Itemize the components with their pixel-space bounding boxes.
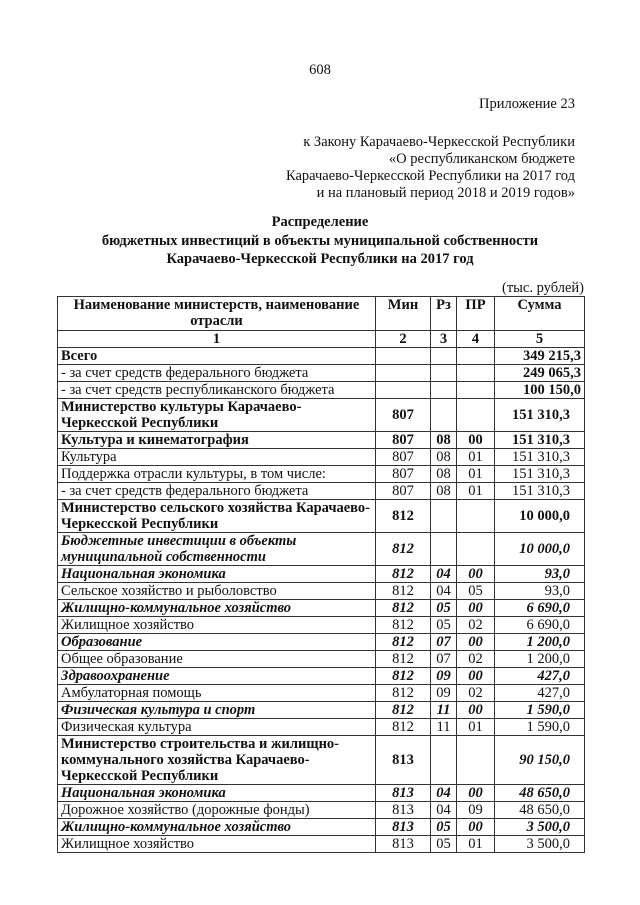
- cell-rz: 11: [431, 719, 457, 736]
- cell-sum: 6 690,0: [495, 617, 585, 634]
- table-row: [58, 466, 585, 483]
- cell-sum: 427,0: [495, 685, 585, 702]
- cell-name: - за счет средств республиканского бюджета: [58, 382, 376, 399]
- cell-pr: 01: [457, 719, 495, 736]
- cell-name: Культура и кинематография: [58, 432, 376, 449]
- cell-name: Жилищно-коммунальное хозяйство: [58, 819, 376, 836]
- col-number: 2: [376, 331, 431, 348]
- cell-min: [376, 382, 431, 399]
- cell-rz: 05: [431, 617, 457, 634]
- cell-rz: 11: [431, 702, 457, 719]
- table-row: [58, 634, 585, 651]
- col-number: 3: [431, 331, 457, 348]
- title-line: Карачаево-Черкесской Республики на 2017 год: [166, 251, 474, 267]
- table-row: [58, 719, 585, 736]
- cell-sum: 349 215,3: [495, 348, 585, 365]
- cell-min: 813: [376, 802, 431, 819]
- cell-sum: 3 500,0: [495, 836, 585, 853]
- document-title: [0, 213, 640, 269]
- cell-sum: 90 150,0: [495, 736, 585, 785]
- column-number-row: [58, 331, 585, 348]
- table-row: [58, 449, 585, 466]
- table-row: [58, 617, 585, 634]
- investment-table: [57, 296, 585, 853]
- cell-min: 812: [376, 634, 431, 651]
- cell-rz: 05: [431, 600, 457, 617]
- cell-sum: 48 650,0: [495, 785, 585, 802]
- cell-pr: 01: [457, 836, 495, 853]
- table-row: [58, 365, 585, 382]
- table-row: [58, 566, 585, 583]
- cell-name: Всего: [58, 348, 376, 365]
- cell-sum: 249 065,3: [495, 365, 585, 382]
- cell-min: [376, 365, 431, 382]
- cell-pr: 05: [457, 583, 495, 600]
- cell-pr: 00: [457, 668, 495, 685]
- cell-rz: 05: [431, 819, 457, 836]
- cell-name: Культура: [58, 449, 376, 466]
- cell-pr: 00: [457, 785, 495, 802]
- cell-sum: 93,0: [495, 566, 585, 583]
- cell-min: 812: [376, 702, 431, 719]
- cell-min: 813: [376, 785, 431, 802]
- cell-rz: 07: [431, 651, 457, 668]
- cell-name: Физическая культура: [58, 719, 376, 736]
- cell-min: 812: [376, 668, 431, 685]
- table-row: [58, 736, 585, 785]
- table-row: [58, 785, 585, 802]
- cell-sum: 6 690,0: [495, 600, 585, 617]
- cell-pr: 01: [457, 466, 495, 483]
- cell-min: 812: [376, 500, 431, 533]
- appendix-label: Приложение 23: [479, 96, 575, 112]
- cell-name: Жилищно-коммунальное хозяйство: [58, 600, 376, 617]
- table-row: [58, 483, 585, 500]
- cell-min: 807: [376, 449, 431, 466]
- table-row: [58, 685, 585, 702]
- cell-pr: [457, 500, 495, 533]
- cell-sum: 1 590,0: [495, 719, 585, 736]
- table-row: [58, 668, 585, 685]
- cell-pr: [457, 382, 495, 399]
- cell-min: 812: [376, 651, 431, 668]
- cell-pr: 00: [457, 634, 495, 651]
- cell-rz: 04: [431, 802, 457, 819]
- cell-sum: 1 590,0: [495, 702, 585, 719]
- cell-name: Жилищное хозяйство: [58, 836, 376, 853]
- law-line: и на плановый период 2018 и 2019 годов»: [316, 185, 575, 201]
- table-row: [58, 348, 585, 365]
- cell-name: Министерство сельского хозяйства Карачаево-Черкесской Республики: [58, 500, 376, 533]
- cell-sum: 10 000,0: [495, 533, 585, 566]
- cell-sum: 427,0: [495, 668, 585, 685]
- cell-min: 807: [376, 466, 431, 483]
- cell-pr: [457, 533, 495, 566]
- cell-rz: [431, 399, 457, 432]
- header-pr: ПР: [457, 297, 495, 331]
- cell-rz: [431, 365, 457, 382]
- table-row: [58, 802, 585, 819]
- header-rz: Рз: [431, 297, 457, 331]
- cell-rz: 09: [431, 668, 457, 685]
- law-line: «О республиканском бюджете: [388, 151, 575, 167]
- table-row: [58, 600, 585, 617]
- cell-rz: 04: [431, 785, 457, 802]
- cell-min: 812: [376, 685, 431, 702]
- cell-min: 807: [376, 483, 431, 500]
- header-sum: Сумма: [495, 297, 585, 331]
- title-line: Распределение: [271, 214, 369, 230]
- cell-sum: 151 310,3: [495, 466, 585, 483]
- cell-min: 812: [376, 583, 431, 600]
- col-number: 5: [495, 331, 585, 348]
- table-row: [58, 583, 585, 600]
- cell-min: 812: [376, 617, 431, 634]
- cell-name: Национальная экономика: [58, 566, 376, 583]
- table-row: [58, 533, 585, 566]
- cell-rz: 05: [431, 836, 457, 853]
- cell-sum: 10 000,0: [495, 500, 585, 533]
- cell-name: - за счет средств федерального бюджета: [58, 483, 376, 500]
- cell-rz: 07: [431, 634, 457, 651]
- title-line: бюджетных инвестиций в объекты муниципальной собственности: [101, 232, 539, 249]
- cell-name: Министерство культуры Карачаево-Черкесской Республики: [58, 399, 376, 432]
- cell-name: Физическая культура и спорт: [58, 702, 376, 719]
- cell-sum: 93,0: [495, 583, 585, 600]
- cell-rz: 09: [431, 685, 457, 702]
- cell-rz: 04: [431, 566, 457, 583]
- cell-name: Министерство строительства и жилищно-коммунального хозяйства Карачаево-Черкесской Республики: [58, 736, 376, 785]
- cell-name: Образование: [58, 634, 376, 651]
- cell-name: Общее образование: [58, 651, 376, 668]
- table-row: [58, 382, 585, 399]
- cell-rz: 08: [431, 466, 457, 483]
- cell-sum: 151 310,3: [495, 449, 585, 466]
- cell-min: 812: [376, 600, 431, 617]
- cell-pr: 00: [457, 600, 495, 617]
- cell-pr: 02: [457, 685, 495, 702]
- cell-name: Дорожное хозяйство (дорожные фонды): [58, 802, 376, 819]
- units-label: (тыс. рублей): [502, 280, 584, 296]
- cell-min: 812: [376, 719, 431, 736]
- cell-rz: 04: [431, 583, 457, 600]
- table-row: [58, 432, 585, 449]
- cell-rz: 08: [431, 449, 457, 466]
- table-row: [58, 836, 585, 853]
- cell-name: - за счет средств федерального бюджета: [58, 365, 376, 382]
- cell-rz: 08: [431, 483, 457, 500]
- cell-pr: 02: [457, 651, 495, 668]
- cell-pr: [457, 736, 495, 785]
- cell-rz: [431, 348, 457, 365]
- cell-min: 807: [376, 432, 431, 449]
- cell-rz: [431, 736, 457, 785]
- cell-sum: 48 650,0: [495, 802, 585, 819]
- cell-min: 813: [376, 836, 431, 853]
- table-row: [58, 702, 585, 719]
- cell-name: Поддержка отрасли культуры, в том числе:: [58, 466, 376, 483]
- cell-sum: 100 150,0: [495, 382, 585, 399]
- cell-min: 812: [376, 533, 431, 566]
- header-row: [58, 297, 585, 331]
- cell-min: 813: [376, 736, 431, 785]
- table-row: [58, 399, 585, 432]
- cell-name: Бюджетные инвестиции в объекты муниципальной собственности: [58, 533, 376, 566]
- header-min: Мин: [376, 297, 431, 331]
- cell-sum: 1 200,0: [495, 651, 585, 668]
- cell-min: 807: [376, 399, 431, 432]
- header-name: Наименование министерств, наименование отрасли: [58, 297, 376, 331]
- page-number: 608: [309, 62, 331, 78]
- cell-min: 812: [376, 566, 431, 583]
- cell-pr: 00: [457, 702, 495, 719]
- cell-name: Национальная экономика: [58, 785, 376, 802]
- law-reference: [286, 134, 575, 202]
- cell-pr: 00: [457, 819, 495, 836]
- cell-name: Здравоохранение: [58, 668, 376, 685]
- cell-pr: [457, 399, 495, 432]
- table-row: [58, 819, 585, 836]
- cell-min: [376, 348, 431, 365]
- cell-sum: 1 200,0: [495, 634, 585, 651]
- col-number: 4: [457, 331, 495, 348]
- cell-pr: 09: [457, 802, 495, 819]
- cell-pr: 00: [457, 566, 495, 583]
- table-row: [58, 500, 585, 533]
- cell-pr: 00: [457, 432, 495, 449]
- cell-pr: 01: [457, 483, 495, 500]
- cell-rz: [431, 500, 457, 533]
- cell-pr: [457, 365, 495, 382]
- cell-rz: 08: [431, 432, 457, 449]
- cell-sum: 151 310,3: [495, 483, 585, 500]
- cell-pr: [457, 348, 495, 365]
- table-row: [58, 651, 585, 668]
- cell-name: Амбулаторная помощь: [58, 685, 376, 702]
- cell-sum: 3 500,0: [495, 819, 585, 836]
- cell-sum: 151 310,3: [495, 432, 585, 449]
- cell-sum: 151 310,3: [495, 399, 585, 432]
- cell-rz: [431, 533, 457, 566]
- cell-min: 813: [376, 819, 431, 836]
- cell-rz: [431, 382, 457, 399]
- cell-name: Жилищное хозяйство: [58, 617, 376, 634]
- cell-name: Сельское хозяйство и рыболовство: [58, 583, 376, 600]
- col-number: 1: [58, 331, 376, 348]
- law-line: к Закону Карачаево-Черкесской Республики: [303, 134, 575, 150]
- cell-pr: 01: [457, 449, 495, 466]
- law-line: Карачаево-Черкесской Республики на 2017 год: [285, 168, 575, 184]
- cell-pr: 02: [457, 617, 495, 634]
